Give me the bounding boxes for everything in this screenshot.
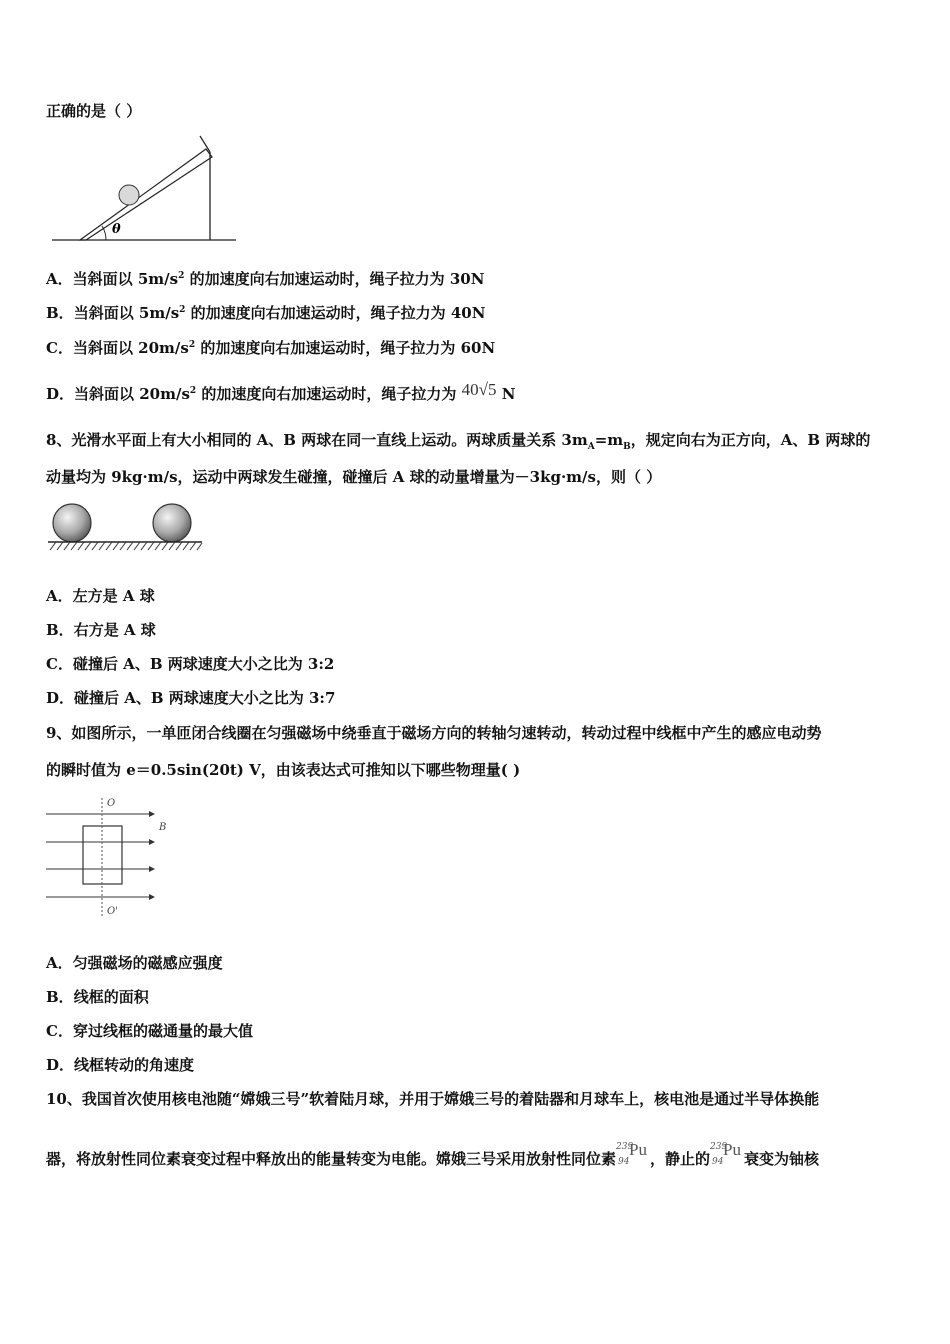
q7-stem-tail: 正确的是（ ） [46, 102, 142, 120]
q10-stem-line2: 器，将放射性同位素衰变过程中释放出的能量转变为电能。嫦娥三号采用放射性同位素 239 94 Pu ，静止的 239 94 Pu 衰变为铀核 [46, 1140, 820, 1168]
pu-nuclide-symbol: 239 94 Pu [616, 1140, 647, 1167]
q7-option-c: C．当斜面以 $20m/s^2$ 的加速度向右加速运动时，绳子拉力为 60N [46, 339, 496, 357]
q9-stem-line2: 的瞬时值为 e＝0.5sin(20t) V，由该表达式可推知以下哪些物理量( ) [46, 761, 521, 779]
theta-label: θ [112, 222, 121, 237]
q7-option-a: A．当斜面以 $5m/s^2$ 的加速度向右加速运动时，绳子拉力为 30N [46, 270, 485, 288]
label-o-top: O [107, 798, 116, 809]
q8-option-a: A．左方是 A 球 [46, 587, 155, 605]
pu-nuclide-symbol-2: 239 94 Pu [710, 1140, 741, 1167]
label-o-bottom: O' [107, 906, 118, 917]
q10-stem-line1: 10、我国首次使用核电池随“嫦娥三号”软着陆月球，并用于嫦娥三号的着陆器和月球车上，核电池是通过半导体换能 [46, 1090, 820, 1108]
incline-figure [48, 132, 240, 244]
q8-option-c: C．碰撞后 A、B 两球速度大小之比为 3:2 [46, 655, 335, 673]
sqrt-expression: 40√5 [461, 380, 497, 399]
q9-option-d: D．线框转动的角速度 [46, 1056, 195, 1074]
rotating-coil-figure [44, 794, 180, 920]
q8-option-b: B．右方是 A 球 [46, 621, 156, 639]
q7-option-b: B．当斜面以 $5m/s^2$ 的加速度向右加速运动时，绳子拉力为 40N [46, 304, 486, 322]
q8-stem-line2: 动量均为 9kg·m/s，运动中两球发生碰撞，碰撞后 A 球的动量增量为－3kg·m/s，则（ ） [46, 468, 662, 486]
ball-on-incline [119, 185, 139, 205]
q7-option-d: D．当斜面以 $20m/s^2$ 的加速度向右加速运动时，绳子拉力为 40√5 N [46, 380, 516, 403]
right-ball [153, 504, 191, 542]
incline-plank [80, 149, 212, 240]
q9-stem-line1: 9、如图所示，一单匝闭合线圈在匀强磁场中绕垂直于磁场方向的转轴匀速转动，转动过程中线框中产生的感应电动势 [46, 724, 822, 742]
floor-hatching [50, 542, 202, 550]
q9-option-a: A．匀强磁场的磁感应强度 [46, 954, 223, 972]
q8-stem-line1: 8、光滑水平面上有大小相同的 A、B 两球在同一直线上运动。两球质量关系 $3m_A=m_B$，规定向右为正方向，A、B 两球的 [46, 431, 871, 452]
q9-option-c: C．穿过线框的磁通量的最大值 [46, 1022, 253, 1040]
two-balls-figure [46, 502, 204, 554]
q9-option-b: B．线框的面积 [46, 988, 149, 1006]
q8-option-d: D．碰撞后 A、B 两球速度大小之比为 3:7 [46, 689, 336, 707]
label-b: B [159, 822, 167, 833]
left-ball [53, 504, 91, 542]
